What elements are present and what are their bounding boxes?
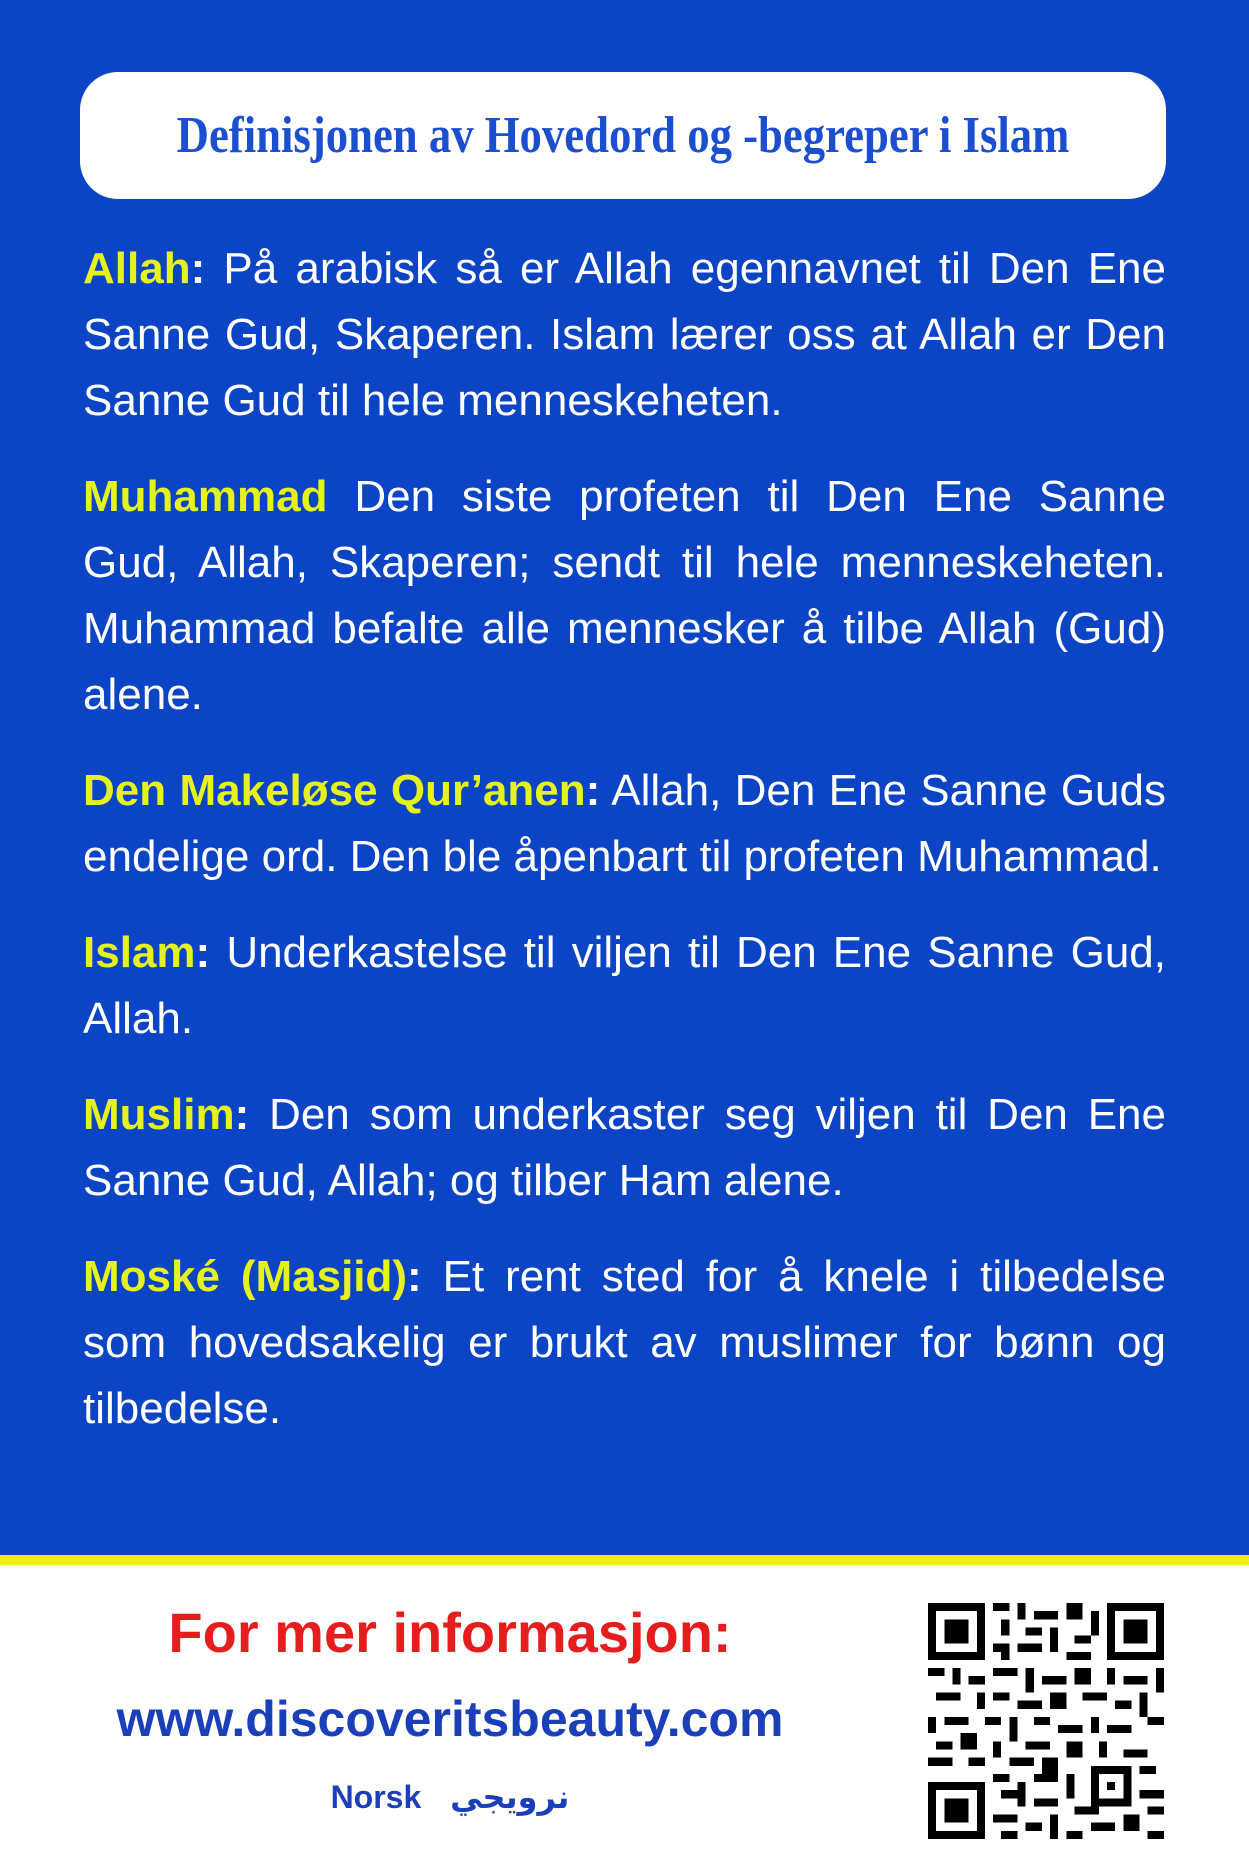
definition-text: Den siste profeten til Den Ene Sanne Gud, Allah, Skaperen; sendt til hele menneskeheten. Muhammad befalte alle mennesker å tilbe Allah (Gud) alene. <box>83 472 1166 719</box>
definition-muhammad <box>83 464 1166 728</box>
website-link[interactable]: www.discoveritsbeauty.com <box>116 1691 784 1747</box>
qr-code-icon[interactable] <box>928 1603 1164 1839</box>
definition-allah <box>83 236 1166 434</box>
definition-islam <box>83 920 1166 1052</box>
definition-muslim <box>83 1082 1166 1214</box>
definition-term: Moské (Masjid) <box>83 1252 408 1301</box>
page-title: Definisjonen av Hovedord og -begreper i Islam <box>176 107 1070 164</box>
definition-term: Muslim <box>83 1090 235 1139</box>
definition-quran <box>83 758 1166 890</box>
definition-term: Muhammad <box>83 472 328 521</box>
definition-text: Underkastelse til viljen til Den Ene Sanne Gud, Allah. <box>83 928 1166 1043</box>
definition-text: Den som underkaster seg viljen til Den Ene Sanne Gud, Allah; og tilber Ham alene. <box>83 1090 1166 1205</box>
definition-separator: : <box>234 1090 250 1139</box>
definition-mosque <box>83 1244 1166 1442</box>
language-arabic: نرويجي <box>450 1779 570 1815</box>
definition-separator: : <box>407 1252 422 1301</box>
definition-text: På arabisk så er Allah egennavnet til Den Ene Sanne Gud, Skaperen. Islam lærer oss at Allah er Den Sanne Gud til hele menneskeheten. <box>83 244 1166 425</box>
title-box <box>80 72 1166 199</box>
yellow-divider <box>0 1555 1249 1565</box>
definition-text: Et rent sted for å knele i tilbedelse som hovedsakelig er brukt av muslimer for bønn og tilbedelse. <box>83 1252 1166 1433</box>
definition-term: Islam <box>83 928 196 977</box>
definition-separator: : <box>190 244 206 293</box>
more-info-heading: For mer informasjon: <box>168 1601 732 1664</box>
definition-separator: : <box>195 928 211 977</box>
definition-term: Den Makeløse Qur’anen <box>83 766 586 815</box>
language-label <box>0 1778 900 1816</box>
definition-text: Allah, Den Ene Sanne Guds endelige ord. Den ble åpenbart til profeten Muhammad. <box>83 766 1166 881</box>
definition-separator: : <box>585 766 601 815</box>
definition-term: Allah <box>83 244 191 293</box>
definitions-list <box>83 236 1166 1472</box>
language-norwegian: Norsk <box>330 1779 422 1815</box>
